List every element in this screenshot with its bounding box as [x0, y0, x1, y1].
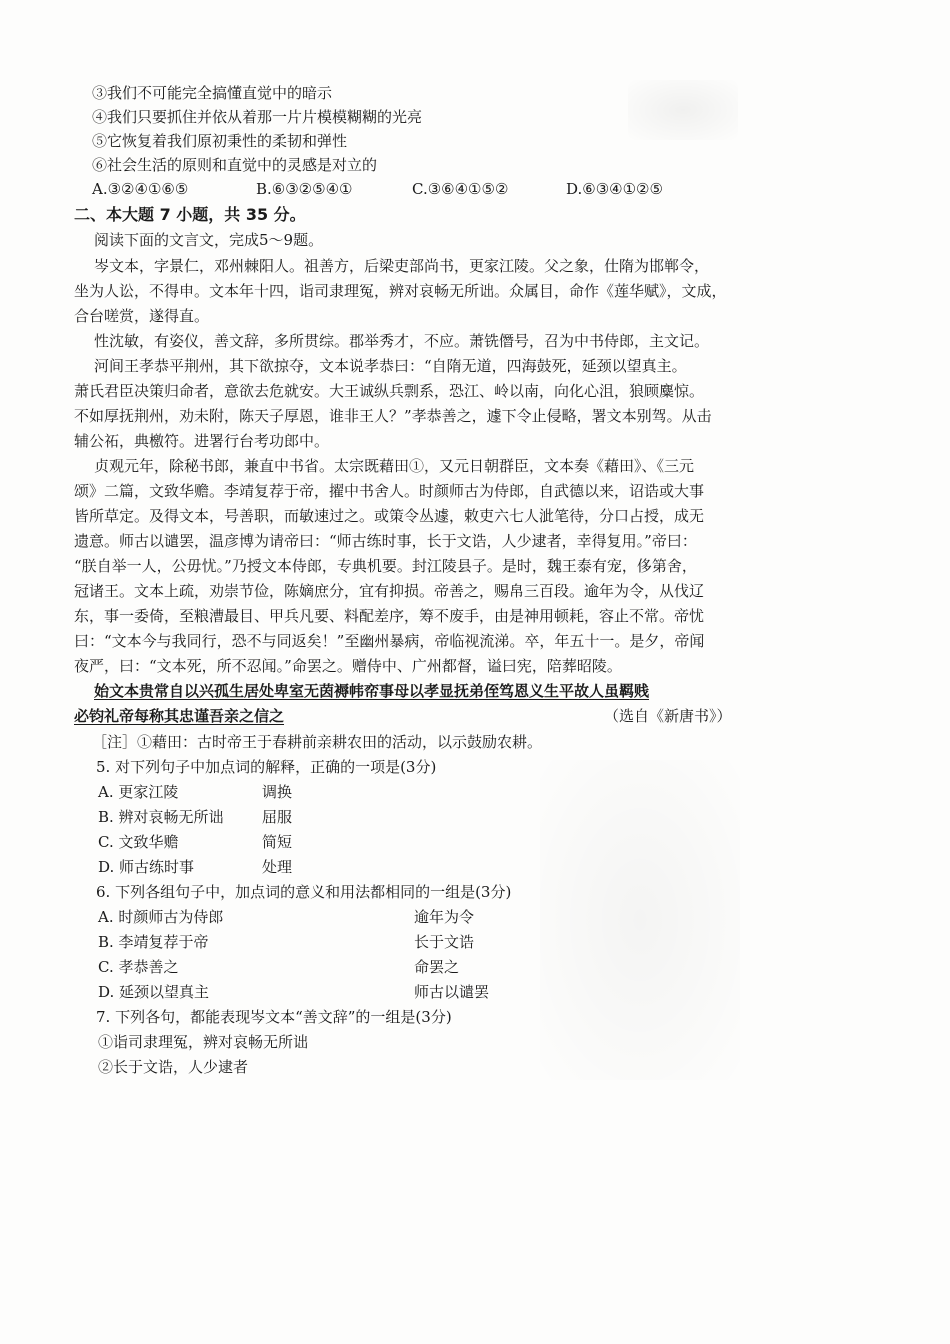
q6-option-left: D. 延颈以望真主: [98, 983, 210, 1001]
footnote: ［注］①藉田：古时帝王于春耕前亲耕农田的活动，以示鼓励农耕。: [92, 733, 543, 751]
q4-option-d: D.⑥③④①②⑤: [566, 180, 663, 198]
source-citation: （选自《新唐书》）: [604, 707, 732, 725]
passage-line: 夜严，曰：“文本死，所不忍闻。”命罢之。赠侍中、广州都督，谥曰宪，陪葬昭陵。: [74, 657, 622, 675]
scan-shadow: [540, 760, 740, 1080]
passage-line: 冠诸王。文本上疏，劝崇节俭，陈嫡庶分，宜有抑损。帝善之，赐帛三百段。逾年为令，从伐辽: [74, 582, 705, 600]
passage-unpunctuated-line: 必钧礼帝每称其忠谨吾亲之信之: [74, 707, 285, 725]
q6-stem: 6. 下列各组句子中，加点词的意义和用法都相同的一组是(3分): [96, 883, 512, 901]
q4-item: ⑥社会生活的原则和直觉中的灵感是对立的: [92, 156, 378, 174]
q6-option-left: B. 李靖复荐于帝: [98, 933, 209, 951]
q5-option-gloss: 处理: [262, 858, 293, 876]
q5-option-gloss: 调换: [262, 783, 293, 801]
passage-line: 性沈敏，有姿仪，善文辞，多所贯综。郡举秀才，不应。萧铣僭号，召为中书侍郎，主文记。: [94, 332, 710, 350]
scan-shadow: [628, 80, 738, 140]
q5-option-label: A. 更家江陵: [98, 783, 179, 801]
q5-option-label: D. 师古练时事: [98, 858, 195, 876]
q7-item: ①诣司隶理冤，辨对哀畅无所诎: [98, 1033, 309, 1051]
q6-option-right: 逾年为令: [414, 908, 475, 926]
q6-option-left: A. 时颜师古为侍郎: [98, 908, 224, 926]
passage-line: 皆所草定。及得文本，号善职，而敏速过之。或策令丛遽，敕吏六七人泚笔待，分口占授，成无: [74, 507, 705, 525]
passage-line: 不如厚抚荆州，劝未附，陈天子厚恩，谁非王人？”孝恭善之，遽下令止侵略，署文本别驾。从击: [74, 407, 712, 425]
q5-option-gloss: 简短: [262, 833, 293, 851]
section-heading: 二、本大题 7 小题，共 35 分。: [74, 205, 306, 224]
q4-option-c: C.③⑥④①⑤②: [412, 180, 509, 198]
q4-item: ④我们只要抓住并依从着那一片片模模糊糊的光亮: [92, 108, 423, 126]
passage-unpunctuated-line: 始文本贵常自以兴孤生居处卑室无茵褥帏帟事母以孝显抚弟侄笃恩义生平故人虽羁贱: [94, 682, 650, 700]
q7-stem: 7. 下列各句，都能表现岑文本“善文辞”的一组是(3分): [96, 1008, 452, 1026]
q4-option-b: B.⑥③②⑤④①: [256, 180, 353, 198]
passage-line: 萧氏君臣决策归命者，意欲去危就安。大王诚纵兵剽系，恐江、岭以南，向化心沮，狼顾麋惊。: [74, 382, 705, 400]
q7-item: ②长于文诰，人少逮者: [98, 1058, 249, 1076]
passage-line: 遗意。师古以谴罢，温彦博为请帝曰：“师古练时事，长于文诰，人少逮者，幸得复用。”帝曰：: [74, 532, 697, 550]
q5-option-label: C. 文致华赡: [98, 833, 179, 851]
passage-line: 曰：“文本今与我同行，恐不与同返矣！”至幽州暴病，帝临视流涕。卒，年五十一。是夕，帝闻: [74, 632, 705, 650]
q5-stem: 5. 对下列句子中加点词的解释，正确的一项是(3分): [96, 758, 437, 776]
q6-option-left: C. 孝恭善之: [98, 958, 179, 976]
q5-option-gloss: 屈服: [262, 808, 293, 826]
q4-option-a: A.③②④①⑥⑤: [92, 180, 189, 198]
passage-line: 岑文本，字景仁，邓州棘阳人。祖善方，后梁吏部尚书，更家江陵。父之象，仕隋为邯郸令，: [94, 257, 710, 275]
q4-item: ⑤它恢复着我们原初秉性的柔韧和弹性: [92, 132, 348, 150]
passage-line: “朕自举一人，公毋忧。”乃授文本侍郎，专典机要。封江陵县子。是时，魏王泰有宠，侈第舍，: [74, 557, 697, 575]
passage-line: 坐为人讼，不得申。文本年十四，诣司隶理冤，辨对哀畅无所诎。众属目，命作《莲华赋》，文成，: [74, 282, 727, 300]
passage-line: 东，事一委倚，至粮漕最目、甲兵凡要、料配差序，筹不废手，由是神用顿耗，容止不常。帝忧: [74, 607, 705, 625]
passage-line: 贞观元年，除秘书郎，兼直中书省。太宗既藉田①，又元日朝群臣，文本奏《藉田》、《三元: [94, 457, 695, 475]
q6-option-right: 命罢之: [414, 958, 460, 976]
passage-line: 河间王孝恭平荆州，其下欲掠夺，文本说孝恭曰：“自隋无道，四海鼓死，延颈以望真主。: [94, 357, 687, 375]
q6-option-right: 师古以谴罢: [414, 983, 490, 1001]
passage-line: 合台嗟赏，遂得直。: [74, 307, 210, 325]
passage-line: 辅公祏，典檄符。进署行台考功郎中。: [74, 432, 330, 450]
passage-line: 颂》二篇，文致华赡。李靖复荐于帝，擢中书舍人。时颜师古为侍郎，自武德以来，诏诰或大事: [74, 482, 705, 500]
q5-option-label: B. 辨对哀畅无所诎: [98, 808, 224, 826]
q4-item: ③我们不可能完全搞懂直觉中的暗示: [92, 84, 333, 102]
q6-option-right: 长于文诰: [414, 933, 475, 951]
instruction: 阅读下面的文言文，完成5～9题。: [94, 231, 324, 249]
